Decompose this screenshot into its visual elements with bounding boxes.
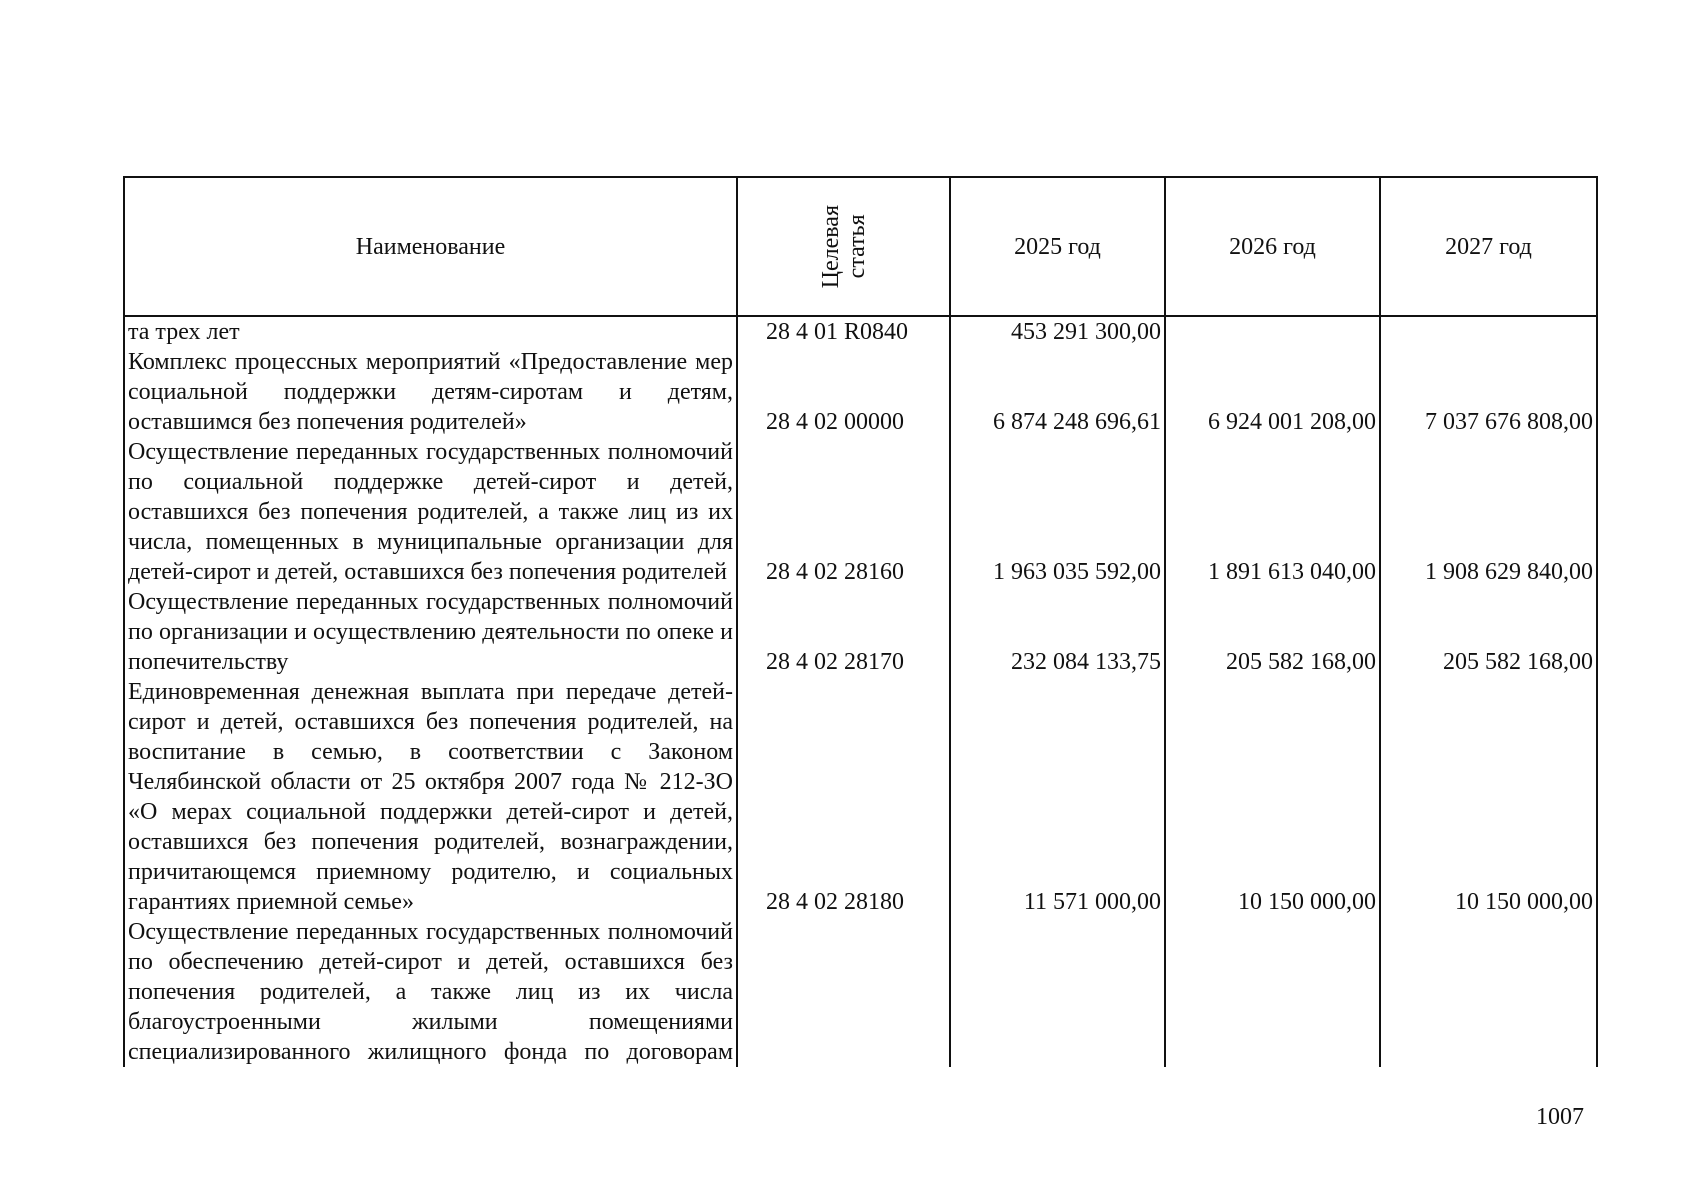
row-amount-2026 [1165, 917, 1380, 1067]
row-code: 28 4 01 R0840 [737, 316, 950, 347]
row-amount-2025: 11 571 000,00 [950, 677, 1165, 917]
row-amount-2026 [1165, 316, 1380, 347]
table-row [124, 587, 1597, 677]
row-amount-2026: 6 924 001 208,00 [1165, 347, 1380, 437]
header-year-2025: 2025 год [950, 177, 1165, 316]
header-name: Наименование [124, 177, 737, 316]
table-row [124, 316, 1597, 347]
row-amount-2027: 10 150 000,00 [1380, 677, 1597, 917]
row-code: 28 4 02 28180 [737, 677, 950, 917]
row-name: Осуществление переданных государственных полномочий по обеспечению детей-сирот и детей, оставшихся без попечения родителей, а также лиц из их числа благоустроенными жилыми помещениями специализированного жилищного фонда по договорам [124, 917, 737, 1067]
header-year-2027: 2027 год [1380, 177, 1597, 316]
row-amount-2025 [950, 917, 1165, 1067]
row-amount-2027: 1 908 629 840,00 [1380, 437, 1597, 587]
table-row [124, 437, 1597, 587]
row-amount-2027: 205 582 168,00 [1380, 587, 1597, 677]
row-amount-2025: 1 963 035 592,00 [950, 437, 1165, 587]
row-amount-2026: 1 891 613 040,00 [1165, 437, 1380, 587]
page-number: 1007 [1536, 1104, 1584, 1130]
row-name: Осуществление переданных государственных полномочий по социальной поддержке детей-сирот и детей, оставшихся без попечения родителей, а также лиц из их числа, помещенных в муниципальные организации для детей-сирот и детей, оставшихся без попечения родителей [124, 437, 737, 587]
header-target-article-line2: статья [843, 214, 870, 279]
row-code: 28 4 02 00000 [737, 347, 950, 437]
table-row [124, 347, 1597, 437]
header-year-2026: 2026 год [1165, 177, 1380, 316]
header-target-article-line1: Целевая [817, 204, 844, 289]
header-target-article [737, 177, 950, 316]
row-amount-2026: 205 582 168,00 [1165, 587, 1380, 677]
row-amount-2025: 6 874 248 696,61 [950, 347, 1165, 437]
row-amount-2027: 7 037 676 808,00 [1380, 347, 1597, 437]
row-amount-2027 [1380, 917, 1597, 1067]
table-header-row [124, 177, 1597, 316]
row-name: та трех лет [124, 316, 737, 347]
row-amount-2025: 232 084 133,75 [950, 587, 1165, 677]
row-name: Осуществление переданных государственных полномочий по организации и осуществлению деятельности по опеке и попечительству [124, 587, 737, 677]
row-amount-2025: 453 291 300,00 [950, 316, 1165, 347]
row-amount-2026: 10 150 000,00 [1165, 677, 1380, 917]
table-row [124, 677, 1597, 917]
row-amount-2027 [1380, 316, 1597, 347]
row-name: Единовременная денежная выплата при передаче детей-сирот и детей, оставшихся без попечения родителей, на воспитание в семью, в соответствии с Законом Челябинской области от 25 октября 2007 года № 212-ЗО «О мерах социальной поддержки детей-сирот и детей, оставшихся без попечения родителей, вознаграждении, причитающемся приемному родителю, и социальных гарантиях приемной семье» [124, 677, 737, 917]
table-row [124, 917, 1597, 1067]
budget-table [123, 176, 1598, 1067]
row-code: 28 4 02 28170 [737, 587, 950, 677]
row-code [737, 917, 950, 1067]
row-code: 28 4 02 28160 [737, 437, 950, 587]
row-name: Комплекс процессных мероприятий «Предоставление мер социальной поддержки детям-сиротам и детям, оставшимся без попечения родителей» [124, 347, 737, 437]
